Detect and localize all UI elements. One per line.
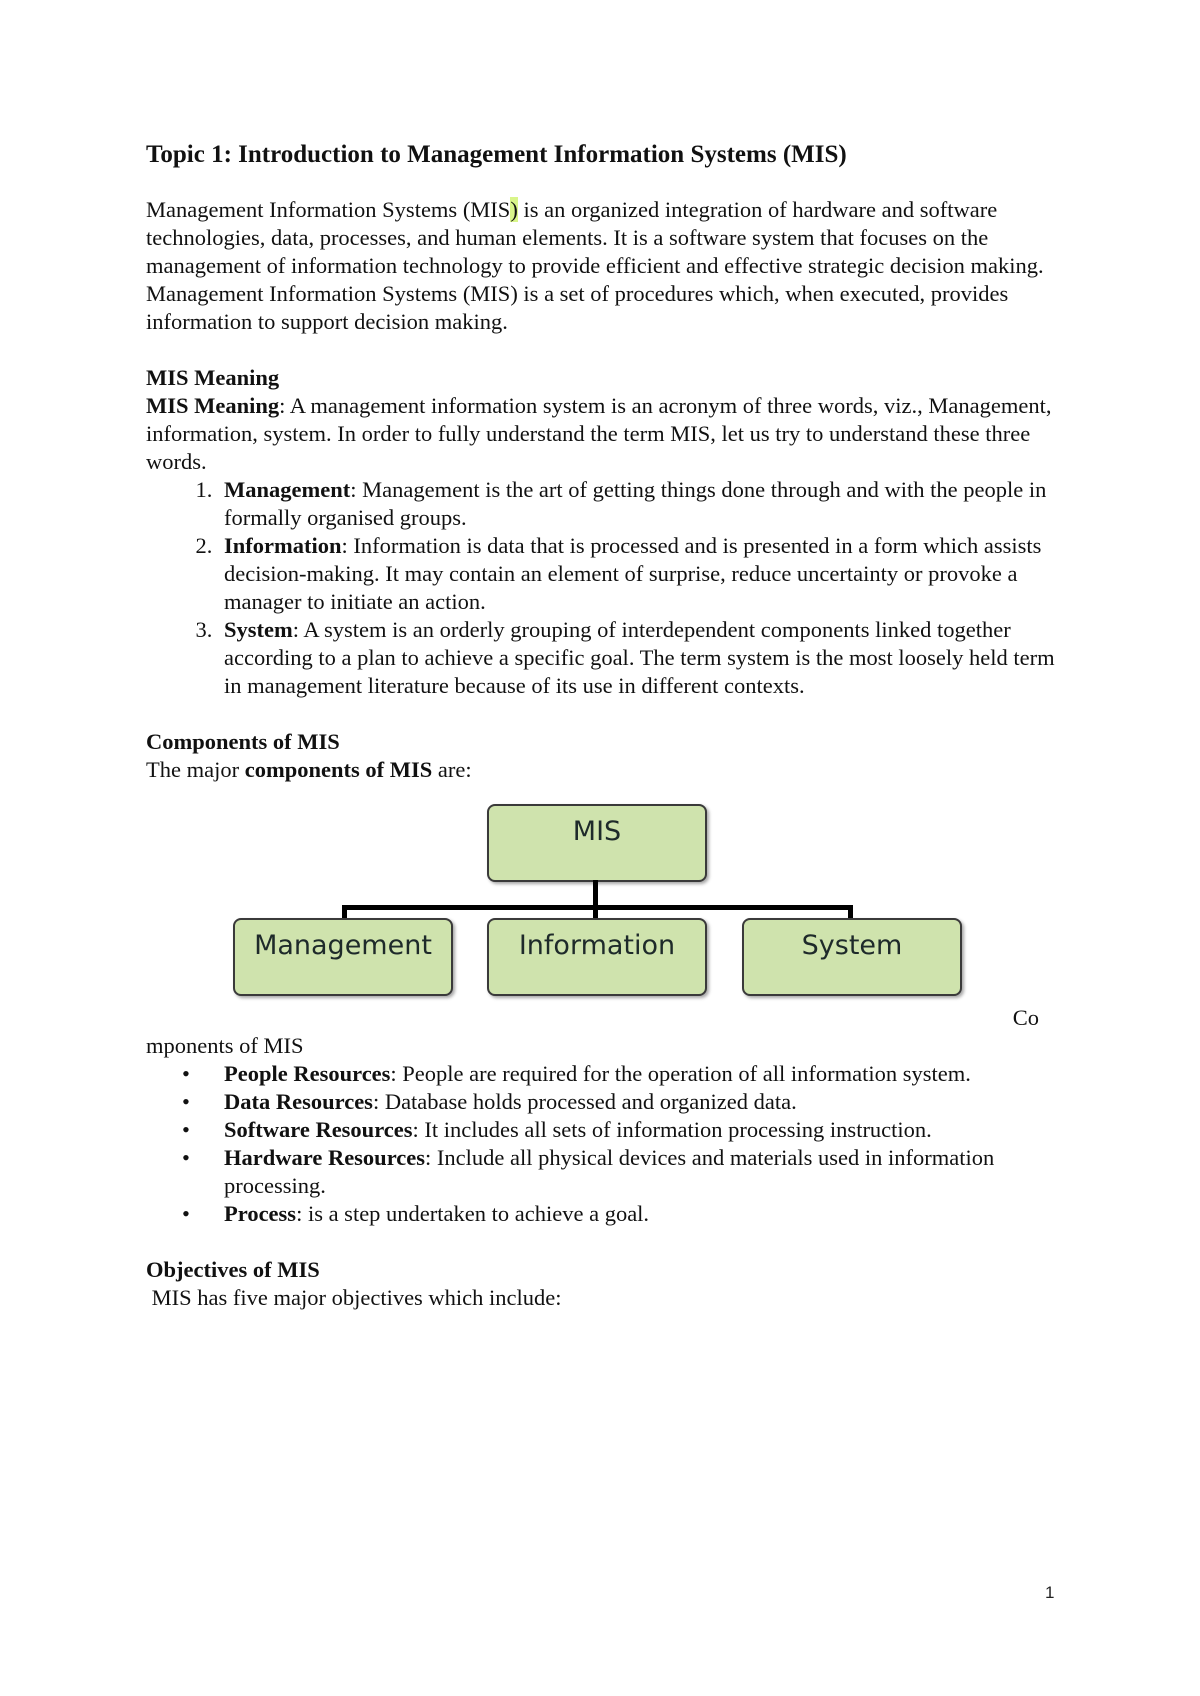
diagram-child-box — [742, 918, 962, 996]
components-lead-text: The major — [146, 757, 245, 782]
list-item-term: Hardware Resources — [224, 1145, 426, 1170]
components-list — [146, 1060, 1066, 1228]
intro-p1-rest: is an organized integration of hardware and software technologies, data, processes, and human elements. It is a software system that focuses on the management of information technology to provide efficient and effective strategic decision making. — [146, 197, 1044, 278]
list-item-term: Information — [224, 533, 342, 558]
meaning-list — [146, 476, 1066, 700]
meaning-lead-bold: MIS Meaning — [146, 393, 280, 418]
components-lead-bold: components of MIS — [244, 757, 433, 782]
list-item-term: System — [224, 617, 293, 642]
highlighted-text: ) — [510, 197, 518, 222]
document-page — [146, 140, 1066, 1312]
intro-p1-text: Management Information Systems (MIS — [146, 197, 511, 222]
meaning-lead-text: : A management information system is an acronym of three words, viz., Management, information, system. In order to fully understand the term MIS, let us try to understand these three words. — [146, 393, 1052, 474]
list-item — [218, 1088, 1066, 1116]
list-item-text: : Database holds processed and organized data. — [372, 1089, 797, 1114]
list-item-text: : It includes all sets of information processing instruction. — [412, 1117, 932, 1142]
list-item — [218, 1144, 1066, 1200]
list-item-term: Management — [224, 477, 351, 502]
list-item-term: Software Resources — [224, 1117, 413, 1142]
list-item — [218, 1200, 1066, 1228]
list-item — [218, 1116, 1066, 1144]
meaning-lead — [146, 392, 1066, 476]
components-diagram — [146, 790, 1066, 1004]
list-item — [218, 616, 1066, 700]
diagram-caption-line-2: mponents of MIS — [146, 1033, 304, 1058]
diagram-connector-vertical — [593, 880, 598, 908]
components-lead-end: are: — [432, 757, 472, 782]
list-item — [218, 532, 1066, 616]
list-item-term: People Resources — [224, 1061, 391, 1086]
list-item-text: : Include all physical devices and materials used in information processing. — [224, 1145, 995, 1198]
objectives-heading: Objectives of MIS — [146, 1257, 320, 1282]
page-number: 1 — [1045, 1583, 1055, 1602]
list-item-text: : A system is an orderly grouping of interdependent components linked together according to a plan to achieve a specific goal. The term system is the most loosely held term in management literature because of its use in different contexts. — [224, 617, 1055, 698]
diagram-connector-middle — [593, 905, 598, 919]
diagram-root-box — [487, 804, 707, 882]
diagram-child-label: Management — [254, 930, 432, 961]
list-item-text: : Management is the art of getting things done through and with the people in formally organised groups. — [224, 477, 1047, 530]
intro-paragraph-1 — [146, 196, 1066, 280]
page-title: Topic 1: Introduction to Management Information Systems (MIS) — [146, 141, 847, 168]
diagram-child-box — [233, 918, 453, 996]
diagram-connector-right — [848, 905, 853, 919]
diagram-child-label: System — [801, 930, 903, 961]
components-heading: Components of MIS — [146, 729, 340, 754]
diagram-caption-line-1: Co — [1012, 1005, 1039, 1030]
list-item-text: : is a step undertaken to achieve a goal. — [296, 1201, 650, 1226]
meaning-heading: MIS Meaning — [146, 365, 280, 390]
diagram-child-label: Information — [518, 930, 676, 961]
objectives-text: MIS has five major objectives which include: — [146, 1285, 562, 1310]
list-item-term: Process — [224, 1201, 297, 1226]
list-item-text: : Information is data that is processed and is presented in a form which assists decision-making. It may contain an element of surprise, reduce uncertainty or provoke a manager to initiate an action. — [224, 533, 1042, 614]
diagram-connector-left — [342, 905, 347, 919]
diagram-root-label: MIS — [572, 816, 622, 847]
list-item — [218, 1060, 1066, 1088]
list-item — [218, 476, 1066, 532]
intro-paragraph-2: Management Information Systems (MIS) is a set of procedures which, when executed, provides information to support decision making. — [146, 281, 1009, 334]
list-item-term: Data Resources — [224, 1089, 373, 1114]
components-lead — [146, 756, 1066, 784]
list-item-text: : People are required for the operation of all information system. — [390, 1061, 971, 1086]
diagram-child-box — [487, 918, 707, 996]
